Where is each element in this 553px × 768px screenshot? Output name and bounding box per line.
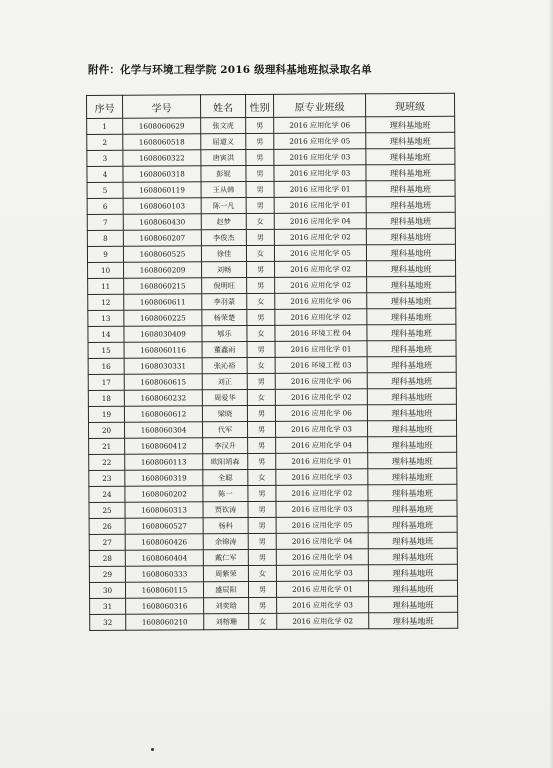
cell-name: 余锦涛 (203, 534, 248, 550)
cell-student-id: 1608060430 (123, 214, 201, 230)
cell-student-id: 1608060103 (123, 198, 201, 214)
cell-gender: 男 (246, 149, 274, 165)
admission-list-table (86, 93, 458, 631)
cell-student-id: 1608060210 (126, 614, 204, 630)
cell-original-class: 2016 应用化学 03 (274, 165, 366, 182)
cell-current-class: 理科基地班 (366, 132, 455, 149)
cell-gender: 男 (246, 165, 274, 181)
cell-student-id: 1608060215 (124, 278, 202, 294)
cell-current-class: 理科基地班 (367, 420, 456, 437)
table-body (87, 116, 458, 630)
cell-original-class: 2016 应用化学 05 (274, 245, 366, 262)
cell-name: 梁晓 (202, 406, 247, 422)
cell-original-class: 2016 应用化学 01 (276, 453, 368, 470)
cell-gender: 男 (246, 133, 274, 149)
cell-gender: 男 (249, 597, 277, 613)
cell-index: 25 (89, 502, 125, 518)
cell-current-class: 理科基地班 (369, 596, 458, 613)
cell-original-class: 2016 应用化学 03 (274, 149, 366, 166)
cell-index: 10 (88, 262, 124, 278)
cell-original-class: 2016 应用化学 02 (275, 389, 367, 406)
cell-name: 郇乐 (202, 326, 247, 342)
cell-index: 2 (87, 134, 123, 150)
cell-gender: 男 (248, 517, 276, 533)
cell-student-id: 1608060426 (125, 534, 203, 550)
cell-student-id: 1608060313 (125, 502, 203, 518)
cell-index: 12 (88, 294, 124, 310)
cell-gender: 男 (246, 229, 274, 245)
cell-name: 唐寅洪 (201, 150, 246, 166)
cell-current-class: 理科基地班 (368, 484, 457, 501)
cell-gender: 男 (246, 181, 274, 197)
cell-gender: 男 (248, 533, 276, 549)
cell-gender: 女 (247, 389, 275, 405)
cell-index: 4 (87, 166, 123, 182)
cell-current-class: 理科基地班 (367, 388, 456, 405)
cell-original-class: 2016 应用化学 02 (276, 485, 368, 502)
cell-student-id: 1608060404 (125, 550, 203, 566)
cell-student-id: 1608060113 (125, 454, 203, 470)
cell-current-class: 理科基地班 (367, 276, 456, 293)
cell-index: 23 (89, 470, 125, 486)
cell-current-class: 理科基地班 (368, 532, 457, 549)
cell-name: 周紫荣 (203, 566, 248, 582)
cell-index: 15 (88, 342, 124, 358)
cell-index: 16 (88, 358, 124, 374)
cell-original-class: 2016 应用化学 02 (277, 613, 369, 630)
cell-student-id: 1608060115 (125, 582, 203, 598)
cell-index: 29 (89, 566, 125, 582)
cell-current-class: 理科基地班 (368, 516, 457, 533)
header-gender: 性别 (246, 94, 274, 117)
cell-name: 赵梦 (201, 214, 246, 230)
cell-name: 陈一凡 (201, 198, 246, 214)
scan-speck (151, 748, 154, 751)
cell-original-class: 2016 应用化学 03 (276, 501, 368, 518)
cell-index: 20 (89, 422, 125, 438)
cell-name: 刘榕珊 (204, 614, 249, 630)
cell-gender: 男 (248, 437, 276, 453)
cell-current-class: 理科基地班 (367, 356, 456, 373)
cell-index: 3 (87, 150, 123, 166)
cell-original-class: 2016 环境工程 04 (275, 325, 367, 342)
cell-name: 王从韩 (201, 182, 246, 198)
cell-current-class: 理科基地班 (369, 612, 458, 629)
cell-student-id: 1608060316 (126, 598, 204, 614)
cell-index: 19 (88, 406, 124, 422)
cell-index: 31 (90, 598, 126, 614)
table-row (90, 612, 458, 630)
cell-name: 杨荣楚 (202, 310, 247, 326)
cell-index: 11 (88, 278, 124, 294)
cell-index: 21 (89, 438, 125, 454)
cell-student-id: 1608060525 (123, 246, 201, 262)
cell-index: 26 (89, 518, 125, 534)
cell-name: 刘奕晗 (204, 598, 249, 614)
cell-current-class: 理科基地班 (366, 116, 455, 133)
cell-gender: 男 (248, 581, 276, 597)
cell-index: 14 (88, 326, 124, 342)
cell-student-id: 1608030331 (124, 358, 202, 374)
cell-index: 6 (87, 198, 123, 214)
cell-original-class: 2016 应用化学 02 (275, 277, 367, 294)
cell-index: 27 (89, 534, 125, 550)
cell-student-id: 1608060518 (123, 134, 201, 150)
cell-original-class: 2016 应用化学 01 (274, 181, 366, 198)
cell-current-class: 理科基地班 (368, 548, 457, 565)
cell-student-id: 1608060527 (125, 518, 203, 534)
cell-student-id: 1608060209 (124, 262, 202, 278)
cell-original-class: 2016 应用化学 03 (276, 565, 368, 582)
cell-name: 刘畅 (202, 262, 247, 278)
cell-current-class: 理科基地班 (368, 468, 457, 485)
cell-gender: 男 (246, 197, 274, 213)
cell-current-class: 理科基地班 (366, 148, 455, 165)
cell-name: 屈道义 (201, 134, 246, 150)
cell-original-class: 2016 应用化学 04 (274, 213, 366, 230)
cell-gender: 男 (248, 501, 276, 517)
cell-index: 13 (88, 310, 124, 326)
cell-current-class: 理科基地班 (367, 404, 456, 421)
cell-original-class: 2016 环境工程 03 (275, 357, 367, 374)
cell-gender: 男 (247, 261, 275, 277)
cell-student-id: 1608060612 (124, 406, 202, 422)
cell-original-class: 2016 应用化学 06 (274, 117, 366, 134)
cell-original-class: 2016 应用化学 04 (276, 549, 368, 566)
cell-original-class: 2016 应用化学 02 (274, 229, 366, 246)
cell-original-class: 2016 应用化学 01 (274, 197, 366, 214)
cell-name: 张沁裕 (202, 358, 247, 374)
cell-gender: 男 (247, 341, 275, 357)
cell-name: 欧阳靖森 (203, 454, 248, 470)
header-current-class: 现班级 (365, 93, 454, 117)
table-header-row (87, 93, 455, 118)
cell-original-class: 2016 应用化学 06 (275, 373, 367, 390)
cell-student-id: 1608030409 (124, 326, 202, 342)
cell-gender: 男 (247, 373, 275, 389)
cell-current-class: 理科基地班 (368, 452, 457, 469)
cell-student-id: 1608060318 (123, 166, 201, 182)
cell-current-class: 理科基地班 (367, 292, 456, 309)
cell-original-class: 2016 应用化学 02 (275, 261, 367, 278)
header-student-id: 学号 (123, 95, 201, 118)
cell-gender: 女 (249, 613, 277, 629)
cell-original-class: 2016 应用化学 01 (275, 341, 367, 358)
cell-student-id: 1608060615 (124, 374, 202, 390)
cell-original-class: 2016 应用化学 03 (275, 421, 367, 438)
cell-name: 彭锟 (201, 166, 246, 182)
cell-student-id: 1608060232 (124, 390, 202, 406)
cell-student-id: 1608060322 (123, 150, 201, 166)
cell-student-id: 1608060304 (124, 422, 202, 438)
cell-name: 张文虎 (201, 118, 246, 134)
cell-original-class: 2016 应用化学 01 (276, 581, 368, 598)
cell-current-class: 理科基地班 (367, 260, 456, 277)
cell-index: 22 (89, 454, 125, 470)
cell-gender: 女 (246, 245, 274, 261)
cell-index: 32 (90, 614, 126, 630)
cell-name: 杨科 (203, 518, 248, 534)
cell-name: 盛辰阳 (203, 582, 248, 598)
cell-current-class: 理科基地班 (368, 580, 457, 597)
cell-original-class: 2016 应用化学 04 (276, 533, 368, 550)
cell-name: 全聪 (203, 470, 248, 486)
cell-current-class: 理科基地班 (368, 500, 457, 517)
cell-current-class: 理科基地班 (366, 196, 455, 213)
cell-name: 代军 (202, 422, 247, 438)
cell-gender: 男 (247, 421, 275, 437)
cell-name: 董鑫雨 (202, 342, 247, 358)
cell-gender: 男 (247, 405, 275, 421)
cell-index: 24 (89, 486, 125, 502)
cell-current-class: 理科基地班 (367, 340, 456, 357)
cell-index: 17 (88, 374, 124, 390)
cell-student-id: 1608060119 (123, 182, 201, 198)
cell-student-id: 1608060629 (123, 118, 201, 134)
cell-name: 戴仁军 (203, 550, 248, 566)
cell-current-class: 理科基地班 (366, 180, 455, 197)
cell-original-class: 2016 应用化学 06 (275, 293, 367, 310)
cell-student-id: 1608060319 (125, 470, 203, 486)
cell-student-id: 1608060202 (125, 486, 203, 502)
cell-gender: 男 (247, 277, 275, 293)
cell-name: 李羽蒙 (202, 294, 247, 310)
page-title: 附件：化学与环境工程学院 2016 级理科基地班拟录取名单 (88, 64, 372, 76)
cell-index: 7 (87, 214, 123, 230)
cell-name: 徐佳 (201, 246, 246, 262)
cell-gender: 男 (248, 549, 276, 565)
cell-current-class: 理科基地班 (366, 164, 455, 181)
cell-index: 8 (87, 230, 123, 246)
page-edge-shadow (549, 0, 553, 768)
cell-current-class: 理科基地班 (368, 436, 457, 453)
header-name: 姓名 (201, 95, 246, 118)
cell-original-class: 2016 应用化学 02 (275, 309, 367, 326)
cell-gender: 男 (246, 117, 274, 133)
cell-name: 李俊杰 (201, 230, 246, 246)
cell-gender: 女 (248, 469, 276, 485)
cell-current-class: 理科基地班 (366, 228, 455, 245)
header-index: 序号 (87, 95, 123, 118)
cell-current-class: 理科基地班 (366, 212, 455, 229)
cell-original-class: 2016 应用化学 05 (276, 517, 368, 534)
cell-student-id: 1608060225 (124, 310, 202, 326)
cell-name: 贾钦涛 (203, 502, 248, 518)
cell-gender: 男 (248, 453, 276, 469)
header-original-class: 原专业班级 (273, 94, 365, 118)
cell-original-class: 2016 应用化学 03 (276, 469, 368, 486)
cell-index: 1 (87, 118, 123, 134)
cell-index: 30 (89, 582, 125, 598)
cell-student-id: 1608060116 (124, 342, 202, 358)
cell-gender: 女 (248, 565, 276, 581)
cell-original-class: 2016 应用化学 06 (275, 405, 367, 422)
cell-index: 18 (88, 390, 124, 406)
cell-student-id: 1608060207 (123, 230, 201, 246)
cell-gender: 女 (246, 213, 274, 229)
cell-gender: 女 (247, 325, 275, 341)
cell-student-id: 1608060611 (124, 294, 202, 310)
cell-current-class: 理科基地班 (367, 308, 456, 325)
cell-current-class: 理科基地班 (367, 324, 456, 341)
cell-original-class: 2016 应用化学 04 (276, 437, 368, 454)
cell-gender: 男 (247, 309, 275, 325)
cell-gender: 女 (247, 357, 275, 373)
cell-current-class: 理科基地班 (368, 564, 457, 581)
cell-current-class: 理科基地班 (367, 372, 456, 389)
cell-name: 刘正 (202, 374, 247, 390)
cell-current-class: 理科基地班 (366, 244, 455, 261)
cell-index: 9 (87, 246, 123, 262)
cell-gender: 女 (247, 293, 275, 309)
cell-index: 5 (87, 182, 123, 198)
cell-original-class: 2016 应用化学 03 (277, 597, 369, 614)
cell-student-id: 1608060333 (125, 566, 203, 582)
cell-original-class: 2016 应用化学 05 (274, 133, 366, 150)
cell-student-id: 1608060412 (125, 438, 203, 454)
cell-name: 周爱华 (202, 390, 247, 406)
cell-name: 倪明旺 (202, 278, 247, 294)
cell-name: 李汉升 (203, 438, 248, 454)
cell-name: 陈一 (203, 486, 248, 502)
cell-index: 28 (89, 550, 125, 566)
cell-gender: 男 (248, 485, 276, 501)
